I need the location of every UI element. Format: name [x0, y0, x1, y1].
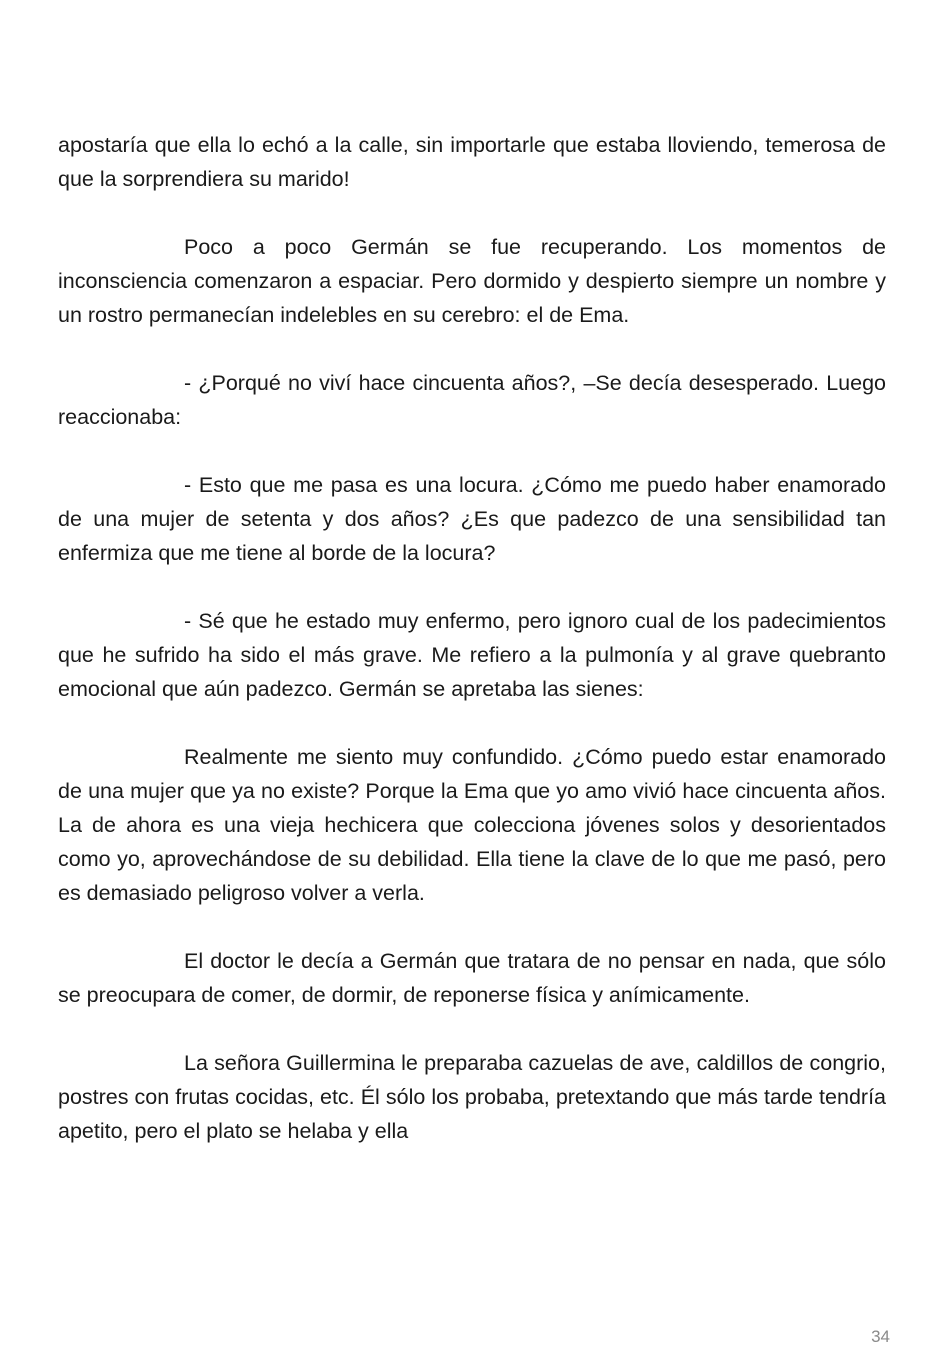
- paragraph-5: - Sé que he estado muy enfermo, pero ignoro cual de los padecimientos que he sufrido ha sido el más grave. Me refiero a la pulmonía y al grave quebranto emocional que aún padezco. Germán se apretaba las sienes:: [58, 609, 886, 701]
- text-body: [58, 128, 886, 1182]
- paragraph-8: La señora Guillermina le preparaba cazuelas de ave, caldillos de congrio, postres con frutas cocidas, etc. Él sólo los probaba, pretextando que más tarde tendría apetito, pero el plato se helaba y ella: [58, 1051, 886, 1143]
- paragraph-2: Poco a poco Germán se fue recuperando. Los momentos de inconsciencia comenzaron a espaciar. Pero dormido y despierto siempre un nombre y un rostro permanecían indelebles en su cerebro: el de Ema.: [58, 235, 886, 327]
- paragraph-1: apostaría que ella lo echó a la calle, sin importarle que estaba lloviendo, temerosa de que la sorprendiera su marido!: [58, 133, 886, 191]
- page-number: 34: [871, 1327, 890, 1346]
- paragraph-4: - Esto que me pasa es una locura. ¿Cómo me puedo haber enamorado de una mujer de setenta y dos años? ¿Es que padezco de una sensibilidad tan enfermiza que me tiene al borde de la locura?: [58, 473, 886, 565]
- paragraph-3: - ¿Porqué no viví hace cincuenta años?, –Se decía desesperado. Luego reaccionaba:: [58, 371, 886, 429]
- paragraph-7: El doctor le decía a Germán que tratara de no pensar en nada, que sólo se preocupara de comer, de dormir, de reponerse física y anímicamente.: [58, 949, 886, 1007]
- paragraph-6: Realmente me siento muy confundido. ¿Cómo puedo estar enamorado de una mujer que ya no existe? Porque la Ema que yo amo vivió hace cincuenta años. La de ahora es una vieja hechicera que colecciona jóvenes solos y desorientados como yo, aprovechándose de su debilidad. Ella tiene la clave de lo que me pasó, pero es demasiado peligroso volver a verla.: [58, 745, 886, 905]
